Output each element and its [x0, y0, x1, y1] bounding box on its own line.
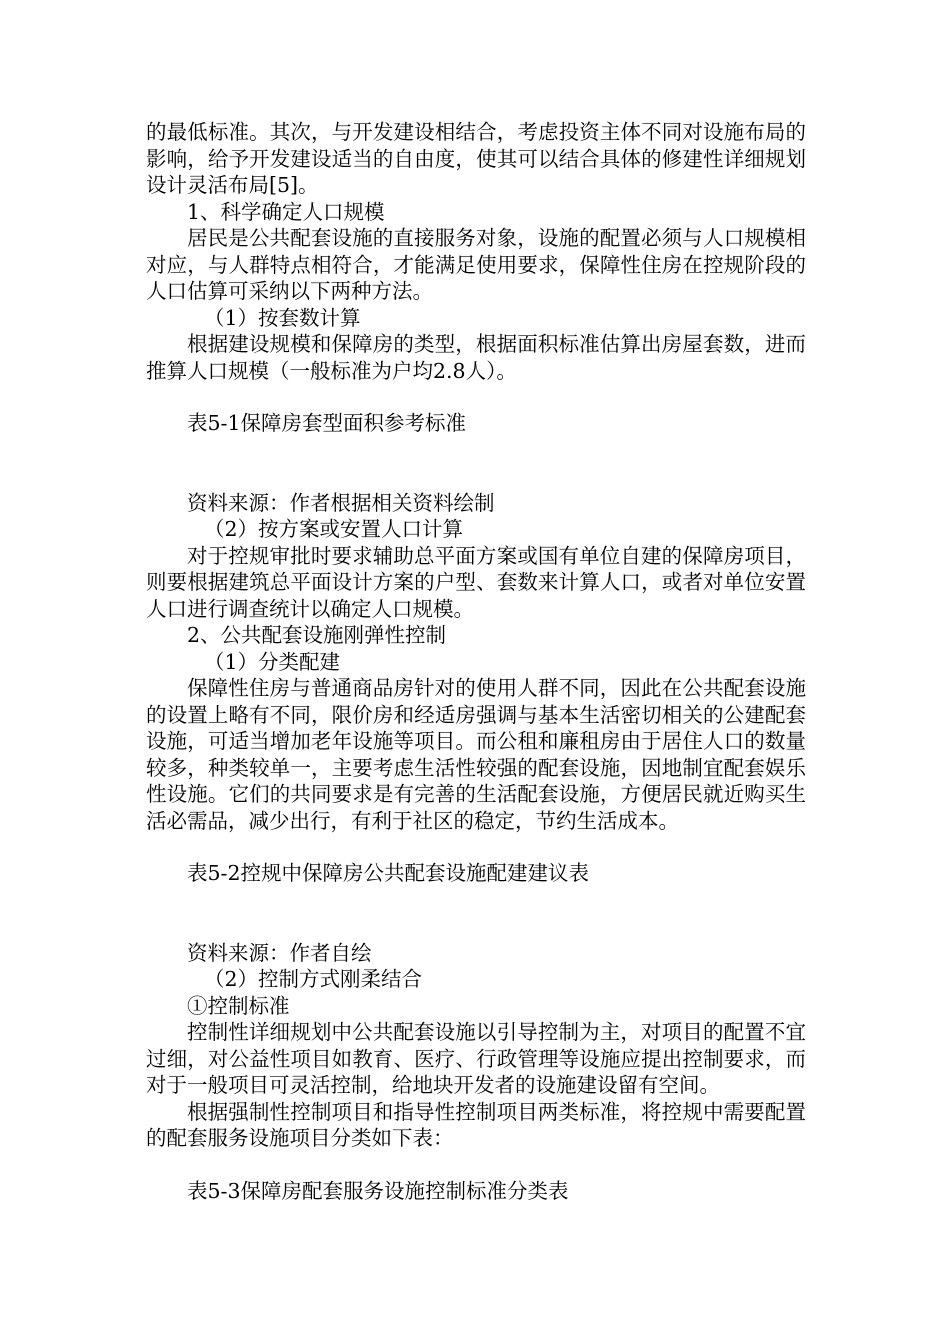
document-body [146, 119, 806, 1204]
paragraph-classification: 根据强制性控制项目和指导性控制项目两类标准，将控规中需要配置的配套服务设施项目分类如下表： [146, 1099, 806, 1150]
table-placeholder-5-1 [146, 437, 806, 490]
paragraph-by-plan: 对于控规审批时要求辅助总平面方案或国有单位自建的保障房项目，则要根据建筑总平面设计方案的户型、套数来计算人口，或者对单位安置人口进行调查统计以确定人口规模。 [146, 543, 806, 621]
table-caption-5-3: 表5-3保障房配套服务设施控制标准分类表 [187, 1178, 569, 1203]
section-heading-control: 2、公共配套设施刚弹性控制 [187, 623, 447, 647]
table-caption-5-2: 表5-2控规中保障房公共配套设施配建建议表 [187, 861, 590, 885]
subheading-by-plan: （2）按方案或安置人口计算 [204, 517, 464, 541]
subheading-classified: （1）分类配建 [204, 649, 341, 674]
spacer [146, 834, 806, 860]
spacer [146, 384, 806, 410]
source-note-5-1: 资料来源：作者根据相关资料绘制 [187, 490, 495, 515]
source-note-5-2: 资料来源：作者自绘 [187, 940, 372, 965]
paragraph-intro: 的最低标准。其次，与开发建设相结合，考虑投资主体不同对设施布局的影响，给予开发建设适当的自由度，使其可以结合具体的修建性详细规划设计灵活布局[5]。 [146, 120, 806, 197]
paragraph-population: 居民是公共配套设施的直接服务对象，设施的配置必须与人口规模相对应，与人群特点相符合，才能满足使用要求，保障性住房在控规阶段的人口估算可采纳以下两种方法。 [146, 226, 806, 303]
table-placeholder-5-2 [146, 887, 806, 940]
paragraph-by-units: 根据建设规模和保障房的类型，根据面积标准估算出房屋套数，进而推算人口规模（一般标准为户均2.8人）。 [146, 332, 806, 383]
subheading-control-standard: ①控制标准 [187, 993, 290, 1018]
table-caption-5-1: 表5-1保障房套型面积参考标准 [187, 411, 467, 435]
section-heading-population: 1、科学确定人口规模 [187, 199, 385, 224]
spacer [146, 1152, 806, 1178]
subheading-control-mode: （2）控制方式刚柔结合 [204, 967, 423, 991]
paragraph-control-standard: 控制性详细规划中公共配套设施以引导控制为主，对项目的配置不宜过细，对公益性项目如教育、医疗、行政管理等设施应提出控制要求，而对于一般项目可灵活控制，给地块开发者的设施建设留有空间。 [146, 1020, 806, 1097]
subheading-by-units: （1）按套数计算 [204, 305, 361, 330]
paragraph-classified: 保障性住房与普通商品房针对的使用人群不同，因此在公共配套设施的设置上略有不同，限价房和经适房强调与基本生活密切相关的公建配套设施，可适当增加老年设施等项目。而公租和廉租房由于居住人口的数量较多，种类较单一，主要考虑生活性较强的配套设施，因地制宜配套娱乐性设施。它们的共同要求是有完善的生活配套设施，方便居民就近购买生活必需品，减少出行，有利于社区的稳定，节约生活成本。 [146, 676, 806, 833]
